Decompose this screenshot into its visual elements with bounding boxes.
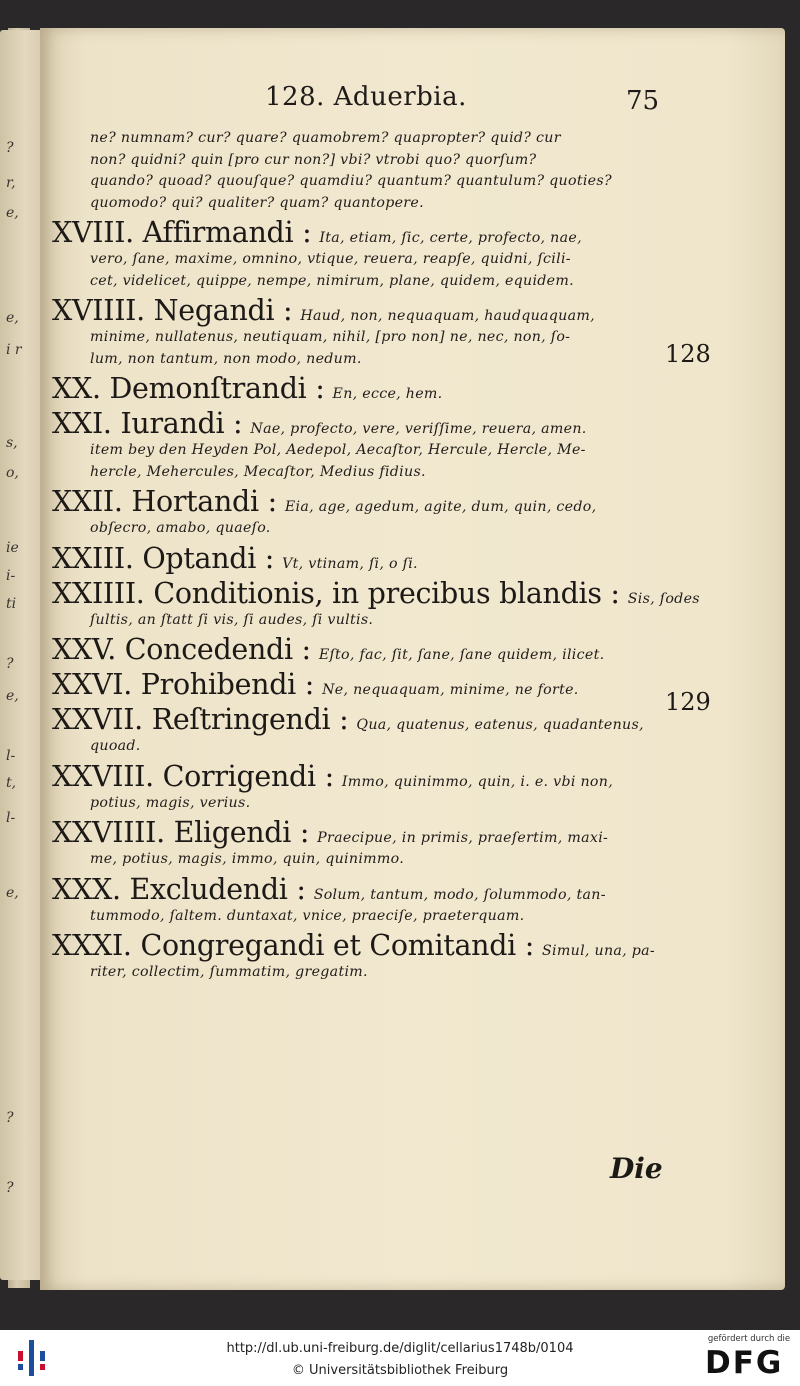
adverb-entry	[52, 407, 664, 483]
intro-paragraph	[90, 128, 664, 214]
entry-heading: XXV. Concedendi :	[52, 633, 311, 666]
entry-examples: En, ecce, hem.	[332, 386, 443, 402]
entry-heading: XXI. Iurandi :	[52, 407, 243, 440]
adverb-entry	[52, 633, 664, 666]
adverb-entry	[52, 485, 664, 540]
entry-heading: XXIIII. Conditionis, in precibus blandis :	[52, 576, 620, 610]
intro-line: quando? quoad? quouſque? quamdiu? quantum? quantulum? quoties?	[90, 173, 612, 189]
adverb-entry	[52, 873, 664, 928]
entry-heading: XXVI. Prohibendi :	[52, 668, 315, 701]
dfg-logo	[703, 1334, 795, 1382]
edge-fragment: l-	[6, 748, 16, 764]
entry-heading: XVIII. Affirmandi :	[52, 216, 312, 249]
entry-examples: Solum, tantum, modo, ſolummodo, tan-	[313, 886, 606, 903]
entry-continuation-line: me, potius, magis, immo, quin, quinimmo.	[90, 851, 405, 867]
adverb-entry	[52, 703, 664, 758]
entry-examples: Simul, una, pa-	[542, 943, 656, 959]
entry-continuation-line: riter, collectim, ſummatim, gregatim.	[90, 964, 368, 980]
adverb-entry	[52, 294, 664, 370]
edge-fragment: e,	[6, 205, 19, 221]
intro-line: ne? numnam? cur? quare? quamobrem? quapropter? quid? cur	[90, 130, 561, 146]
entry-heading: XXVIII. Corrigendi :	[52, 759, 334, 793]
entry-first-line	[52, 407, 664, 440]
entry-first-line	[52, 372, 664, 405]
edge-fragment: o,	[6, 465, 19, 481]
entry-heading: XVIIII. Negandi :	[52, 294, 293, 327]
entry-heading: XX. Demonſtrandi :	[52, 372, 325, 405]
edge-fragment: t,	[6, 775, 17, 791]
entry-first-line	[52, 485, 664, 518]
dfg-logo-text: DFG	[705, 1345, 784, 1381]
entry-first-line	[52, 929, 664, 962]
entry-first-line	[52, 633, 664, 666]
entry-heading: XXIII. Optandi :	[52, 541, 275, 575]
edge-fragment: e,	[6, 885, 19, 901]
permalink-url[interactable]: http://dl.ub.uni-freiburg.de/diglit/cellarius1748b/0104	[226, 1341, 574, 1356]
entry-examples: Nae, profecto, vere, veriſſime, reuera, amen.	[250, 421, 587, 437]
entry-continuation-line: lum, non tantum, non modo, nedum.	[90, 350, 362, 367]
edge-fragment: ?	[6, 656, 14, 672]
entry-continuation-line: potius, magis, verius.	[90, 794, 251, 811]
intro-line: non? quidni? quin [pro cur non?] vbi? vtrobi quo? quorſum?	[90, 151, 537, 168]
edge-fragment: s,	[6, 435, 18, 451]
entry-continuation-line: cet, videlicet, quippe, nempe, nimirum, plane, quidem, equidem.	[90, 272, 574, 289]
page-header	[0, 82, 800, 118]
running-title: 128. Aduerbia.	[265, 82, 467, 112]
entry-continuation-line: hercle, Mehercules, Mecaſtor, Medius fidius.	[90, 463, 426, 480]
entry-heading: XXXI. Congregandi et Comitandi :	[52, 929, 535, 962]
entry-continuation-line: ſultis, an ſtatt ſi vis, ſi audes, ſi vultis.	[90, 611, 374, 628]
edge-fragment: ?	[6, 140, 14, 156]
entry-first-line	[52, 703, 664, 736]
funder-caption: gefördert durch die	[707, 1334, 791, 1344]
entry-continuation-line: obſecro, amabo, quaeſo.	[90, 520, 271, 536]
catchword: Die	[610, 1152, 663, 1185]
entry-continuation-line: quoad.	[90, 738, 141, 754]
entry-examples: Vt, vtinam, ſi, o ſi.	[282, 555, 418, 572]
entry-examples: Haud, non, nequaquam, haudquaquam,	[300, 308, 595, 324]
entry-heading: XXII. Hortandi :	[52, 485, 277, 518]
entry-examples: Eia, age, agedum, agite, dum, quin, cedo,	[284, 499, 597, 515]
edge-fragment: e,	[6, 688, 19, 704]
margin-number: 128	[665, 340, 711, 368]
edge-fragment: ie	[6, 540, 19, 556]
margin-number: 129	[665, 688, 711, 716]
entry-heading: XXVII. Reſtringendi :	[52, 703, 349, 736]
entry-examples: Qua, quatenus, eatenus, quadantenus,	[356, 717, 644, 733]
entry-first-line	[52, 294, 664, 327]
entry-continuation-line: vero, ſane, maxime, omnino, vtique, reuera, reapſe, quidni, ſcili-	[90, 251, 571, 267]
footer-bar	[0, 1330, 800, 1386]
entry-examples: Eſto, fac, ſit, ſane, ſane quidem, ilicet.	[318, 647, 605, 663]
entry-heading: XXVIIII. Eligendi :	[52, 816, 310, 849]
intro-line: quomodo? qui? qualiter? quam? quantopere.	[90, 194, 424, 211]
entry-heading: XXX. Excludendi :	[52, 872, 306, 906]
entry-first-line	[52, 873, 664, 906]
adverb-entry	[52, 216, 664, 292]
entry-continuation-line: item bey den Heyden Pol, Aedepol, Aecaſtor, Hercule, Hercle, Me-	[90, 442, 586, 458]
entry-first-line	[52, 816, 664, 849]
adverb-entry	[52, 576, 700, 632]
adverb-entry	[52, 929, 664, 984]
adverb-entry	[52, 668, 664, 701]
entry-first-line	[52, 542, 664, 575]
edge-fragment: i r	[6, 342, 22, 358]
entry-first-line	[52, 760, 664, 793]
copyright-notice: © Universitätsbibliothek Freiburg	[291, 1363, 509, 1378]
edge-fragment: ?	[6, 1110, 14, 1126]
edge-fragment: r,	[6, 175, 16, 191]
adverb-entry	[52, 542, 664, 575]
entry-first-line	[52, 668, 664, 701]
entry-continuation-line: minime, nullatenus, neutiquam, nihil, [pro non] ne, nec, non, ſo-	[90, 329, 571, 345]
entry-examples: Sis, ſodes	[627, 590, 700, 607]
adverb-entry	[52, 372, 664, 405]
entry-first-line	[52, 216, 664, 249]
edge-fragment: e,	[6, 310, 19, 326]
entry-examples: Ita, etiam, ſic, certe, profecto, nae,	[319, 230, 582, 246]
edge-fragment: ti	[6, 596, 17, 612]
entry-examples: Immo, quinimmo, quin, i. e. vbi non,	[341, 773, 614, 790]
adverb-entry	[52, 760, 664, 815]
entry-examples: Praecipue, in primis, praeſertim, maxi-	[317, 830, 609, 846]
entry-first-line	[52, 576, 700, 610]
edge-fragment: i-	[6, 568, 16, 584]
entry-continuation-line: tummodo, ſaltem. duntaxat, vnice, praeciſe, praeterquam.	[90, 907, 525, 924]
edge-fragment: ?	[6, 1180, 14, 1196]
adverb-entry	[52, 816, 664, 871]
edge-fragment: l-	[6, 810, 16, 826]
page-number: 75	[626, 86, 660, 116]
entry-examples: Ne, nequaquam, minime, ne forte.	[322, 682, 579, 698]
